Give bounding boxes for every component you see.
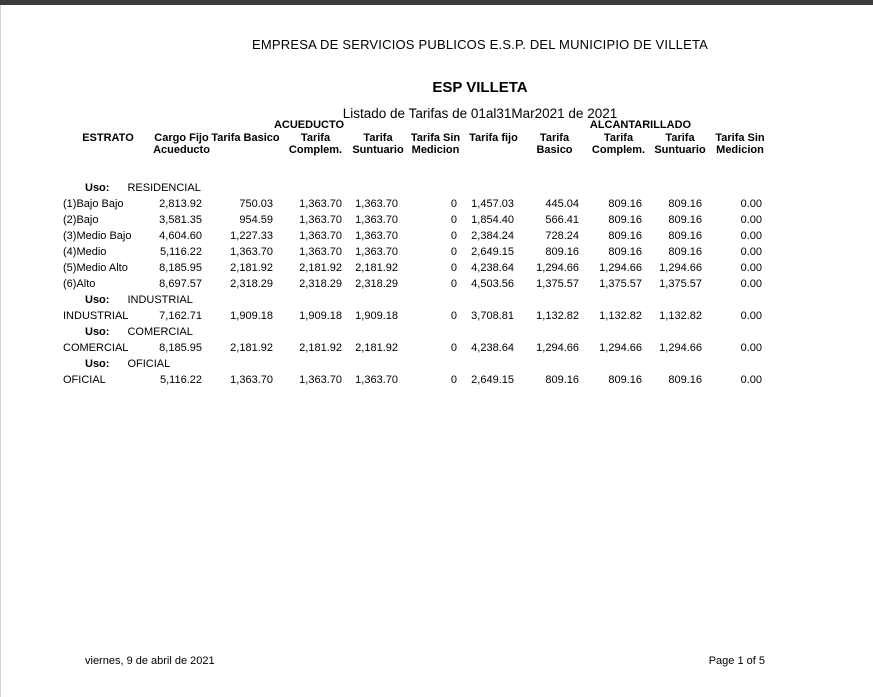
- value-cell: 1,227.33: [230, 230, 273, 242]
- value-cell: 1,132.82: [599, 310, 642, 322]
- uso-category: RESIDENCIAL: [127, 182, 201, 194]
- value-cell: 0: [450, 278, 457, 290]
- value-cell: 954.59: [239, 214, 273, 226]
- value-cell: 1,909.18: [299, 310, 342, 322]
- column-header-tarifa-basico-alc: Tarifa Basico: [536, 132, 573, 156]
- value-cell: 809.16: [608, 246, 642, 258]
- value-cell: 1,363.70: [299, 374, 342, 386]
- value-cell: 1,363.70: [299, 246, 342, 258]
- table-row: [63, 214, 770, 230]
- value-cell: 1,375.57: [659, 278, 702, 290]
- value-cell: 809.16: [668, 374, 702, 386]
- uso-section-cell: [63, 294, 770, 310]
- value-cell: 2,181.92: [230, 342, 273, 354]
- value-cell: 1,363.70: [299, 230, 342, 242]
- value-cell: 0: [450, 214, 457, 226]
- value-cell: 0.00: [740, 310, 762, 322]
- table-row: [63, 374, 770, 390]
- value-cell: 1,457.03: [471, 198, 514, 210]
- value-cell: 3,708.81: [471, 310, 514, 322]
- estrato-cell: COMERCIAL: [63, 342, 129, 354]
- value-cell: 1,294.66: [536, 342, 579, 354]
- group-header-alcantarillado: ALCANTARILLADO: [589, 119, 692, 131]
- value-cell: 1,294.66: [599, 262, 642, 274]
- column-header-tarifa-sin-medicion-alc: Tarifa Sin Medicion: [715, 132, 765, 156]
- value-cell: 1,132.82: [659, 310, 702, 322]
- value-cell: 0: [450, 246, 457, 258]
- value-cell: 0.00: [740, 214, 762, 226]
- value-cell: 8,697.57: [159, 278, 202, 290]
- group-header-acueducto: ACUEDUCTO: [273, 119, 345, 131]
- uso-label: Uso:: [85, 358, 110, 370]
- report-title: ESP VILLETA: [432, 79, 528, 96]
- company-title: EMPRESA DE SERVICIOS PUBLICOS E.S.P. DEL MUNICIPIO DE VILLETA: [251, 37, 709, 52]
- column-header-estrato: ESTRATO: [82, 132, 134, 144]
- value-cell: 566.41: [545, 214, 579, 226]
- table-row: [63, 278, 770, 294]
- value-cell: 0.00: [740, 230, 762, 242]
- value-cell: 2,649.15: [471, 246, 514, 258]
- value-cell: 1,375.57: [599, 278, 642, 290]
- footer-date: viernes, 9 de abril de 2021: [85, 655, 215, 667]
- uso-label: Uso:: [85, 182, 110, 194]
- column-header-tarifa-basico-acu: Tarifa Basico: [211, 132, 280, 144]
- value-cell: 1,363.70: [299, 214, 342, 226]
- value-cell: 4,604.60: [159, 230, 202, 242]
- value-cell: 2,181.92: [299, 342, 342, 354]
- value-cell: 1,294.66: [536, 262, 579, 274]
- value-cell: 809.16: [608, 198, 642, 210]
- value-cell: 0: [450, 262, 457, 274]
- value-cell: 0: [450, 342, 457, 354]
- value-cell: 809.16: [608, 214, 642, 226]
- estrato-cell: (3)Medio Bajo: [63, 230, 132, 242]
- value-cell: 1,363.70: [299, 198, 342, 210]
- uso-section-row: [63, 326, 770, 342]
- value-cell: 5,116.22: [159, 374, 202, 386]
- value-cell: 4,238.64: [471, 342, 514, 354]
- value-cell: 809.16: [668, 214, 702, 226]
- value-cell: 1,854.40: [471, 214, 514, 226]
- value-cell: 809.16: [668, 246, 702, 258]
- tariff-table-body: [63, 159, 770, 390]
- value-cell: 1,294.66: [659, 262, 702, 274]
- value-cell: 4,503.56: [471, 278, 514, 290]
- uso-section-row: [63, 294, 770, 310]
- uso-section-cell: [63, 358, 770, 374]
- value-cell: 2,181.92: [355, 262, 398, 274]
- value-cell: 809.16: [608, 374, 642, 386]
- value-cell: 0.00: [740, 198, 762, 210]
- report-subtitle: Listado de Tarifas de 01al31Mar2021 de 2021: [342, 106, 618, 121]
- uso-section-row: [63, 358, 770, 374]
- estrato-cell: (4)Medio: [63, 246, 107, 258]
- column-header-tarifa-complem-acu: Tarifa Complem.: [288, 132, 343, 156]
- value-cell: 1,363.70: [230, 374, 273, 386]
- uso-label: Uso:: [85, 326, 110, 338]
- value-cell: 4,238.64: [471, 262, 514, 274]
- value-cell: 1,363.70: [355, 214, 398, 226]
- uso-section-cell: [63, 182, 770, 198]
- value-cell: 2,318.29: [230, 278, 273, 290]
- footer-page-number: Page 1 of 5: [708, 655, 765, 667]
- value-cell: 0: [450, 230, 457, 242]
- value-cell: 1,363.70: [355, 374, 398, 386]
- estrato-cell: (2)Bajo: [63, 214, 99, 226]
- value-cell: 2,318.29: [299, 278, 342, 290]
- estrato-cell: (6)Alto: [63, 278, 96, 290]
- uso-category: OFICIAL: [127, 358, 171, 370]
- uso-category: COMERCIAL: [127, 326, 193, 338]
- estrato-cell: OFICIAL: [63, 374, 106, 386]
- group-header-spacer: [63, 119, 153, 132]
- value-cell: 1,294.66: [659, 342, 702, 354]
- column-header-tarifa-complem-alc: Tarifa Complem.: [591, 132, 646, 156]
- value-cell: 2,181.92: [355, 342, 398, 354]
- value-cell: 8,185.95: [159, 342, 202, 354]
- value-cell: 1,132.82: [536, 310, 579, 322]
- uso-category: INDUSTRIAL: [127, 294, 193, 306]
- value-cell: 809.16: [668, 198, 702, 210]
- service-group-header-row: [63, 119, 770, 132]
- value-cell: 2,649.15: [471, 374, 514, 386]
- value-cell: 2,181.92: [299, 262, 342, 274]
- table-row: [63, 198, 770, 214]
- value-cell: 1,375.57: [536, 278, 579, 290]
- value-cell: 1,363.70: [355, 246, 398, 258]
- value-cell: 0.00: [740, 262, 762, 274]
- value-cell: 809.16: [608, 230, 642, 242]
- column-header-tarifa-fijo-alc: Tarifa fijo: [469, 132, 518, 144]
- value-cell: 750.03: [239, 198, 273, 210]
- value-cell: 809.16: [545, 374, 579, 386]
- table-row: [63, 310, 770, 326]
- value-cell: 445.04: [545, 198, 579, 210]
- value-cell: 1,363.70: [230, 246, 273, 258]
- uso-section-cell: [63, 326, 770, 342]
- estrato-cell: (1)Bajo Bajo: [63, 198, 124, 210]
- table-row: [63, 262, 770, 278]
- value-cell: 0.00: [740, 342, 762, 354]
- estrato-cell: (5)Medio Alto: [63, 262, 128, 274]
- uso-label: Uso:: [85, 294, 110, 306]
- value-cell: 2,813.92: [159, 198, 202, 210]
- value-cell: 728.24: [545, 230, 579, 242]
- tariff-table: [63, 119, 770, 390]
- table-row: [63, 230, 770, 246]
- column-header-tarifa-sin-medicion-acu: Tarifa Sin Medicion: [410, 132, 461, 156]
- header-body-spacer: [63, 159, 770, 182]
- value-cell: 0: [450, 374, 457, 386]
- value-cell: 809.16: [545, 246, 579, 258]
- value-cell: 3,581.35: [159, 214, 202, 226]
- value-cell: 809.16: [668, 230, 702, 242]
- value-cell: 0: [450, 198, 457, 210]
- value-cell: 0.00: [740, 374, 762, 386]
- value-cell: 7,162.71: [159, 310, 202, 322]
- value-cell: 1,363.70: [355, 198, 398, 210]
- value-cell: 1,363.70: [355, 230, 398, 242]
- column-header-tarifa-suntuario-acu: Tarifa Suntuario: [352, 132, 404, 156]
- column-header-tarifa-suntuario-alc: Tarifa Suntuario: [654, 132, 706, 156]
- value-cell: 2,181.92: [230, 262, 273, 274]
- value-cell: 0.00: [740, 246, 762, 258]
- uso-section-row: [63, 182, 770, 198]
- value-cell: 1,294.66: [599, 342, 642, 354]
- value-cell: 2,384.24: [471, 230, 514, 242]
- page-left-edge: [0, 5, 1, 697]
- value-cell: 8,185.95: [159, 262, 202, 274]
- column-header-cargo-fijo-acueducto: Cargo Fijo Acueducto: [153, 132, 210, 156]
- value-cell: 0: [450, 310, 457, 322]
- table-row: [63, 342, 770, 358]
- table-row: [63, 246, 770, 262]
- value-cell: 5,116.22: [159, 246, 202, 258]
- window-top-bar: [0, 0, 873, 5]
- estrato-cell: INDUSTRIAL: [63, 310, 129, 322]
- value-cell: 0.00: [740, 278, 762, 290]
- value-cell: 1,909.18: [355, 310, 398, 322]
- value-cell: 2,318.29: [355, 278, 398, 290]
- value-cell: 1,909.18: [230, 310, 273, 322]
- column-header-row: [63, 132, 770, 159]
